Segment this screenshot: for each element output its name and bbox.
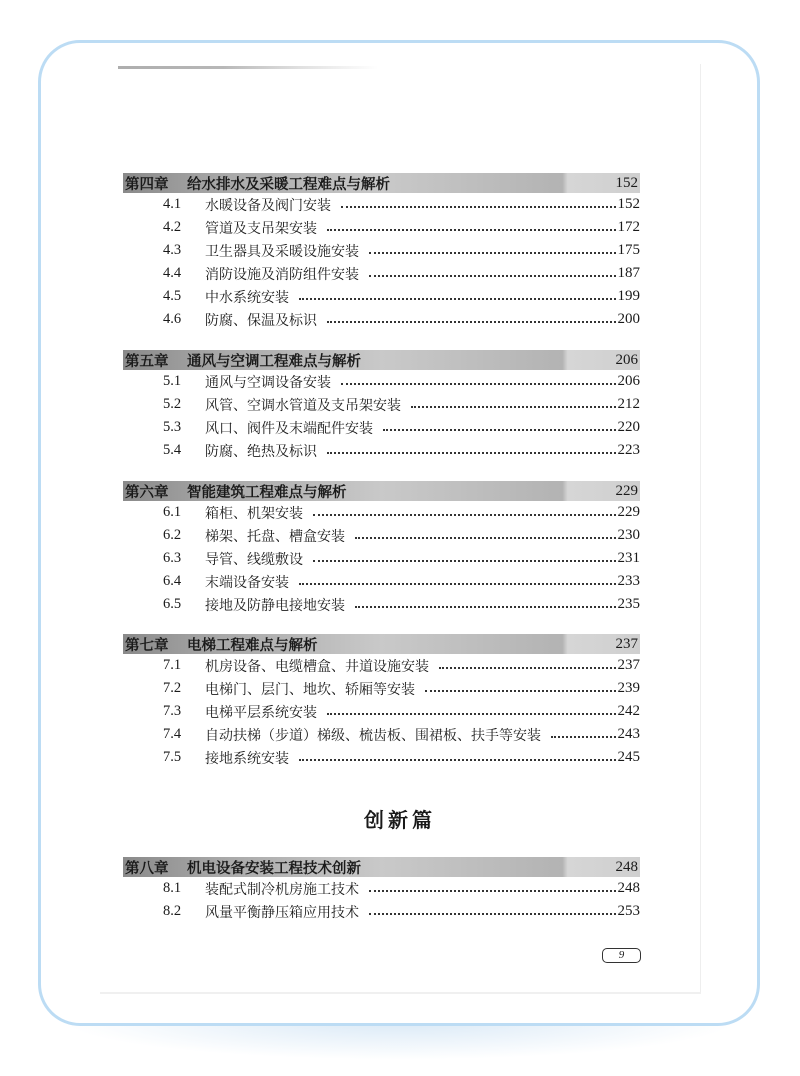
toc-entry[interactable] — [123, 900, 640, 923]
section-number: 7.2 — [163, 680, 182, 696]
section-title: 风管、空调水管道及支吊架安装 — [205, 397, 401, 414]
section-page: 152 — [617, 196, 640, 212]
chapter-section — [123, 350, 640, 462]
dot-leader — [369, 913, 616, 915]
dot-leader — [383, 429, 616, 431]
section-page: 253 — [617, 903, 640, 919]
dot-leader — [551, 736, 616, 738]
section-number: 7.3 — [163, 703, 182, 719]
chapter-number: 第八章 — [125, 860, 169, 877]
section-title: 风量平衡静压箱应用技术 — [205, 904, 359, 921]
chapter-number: 第四章 — [125, 176, 169, 193]
section-title: 风口、阀件及末端配件安装 — [205, 420, 373, 437]
section-page: 206 — [617, 373, 640, 389]
toc-entry[interactable] — [123, 700, 640, 723]
chapter-page: 237 — [615, 635, 638, 652]
chapter-section — [123, 634, 640, 769]
chapter-header[interactable] — [123, 634, 640, 654]
dot-leader — [299, 759, 616, 761]
section-page: 223 — [617, 442, 640, 458]
dot-leader — [327, 452, 616, 454]
section-number: 6.1 — [163, 504, 182, 520]
dot-leader — [369, 252, 616, 254]
section-page: 172 — [617, 219, 640, 235]
section-number: 6.4 — [163, 573, 182, 589]
section-title: 自动扶梯（步道）梯级、梳齿板、围裙板、扶手等安装 — [205, 727, 541, 744]
section-page: 187 — [617, 265, 640, 281]
section-number: 4.5 — [163, 288, 182, 304]
toc-entry[interactable] — [123, 416, 640, 439]
dot-leader — [313, 514, 616, 516]
section-page: 233 — [617, 573, 640, 589]
chapter-page: 152 — [615, 174, 638, 191]
toc-entry[interactable] — [123, 547, 640, 570]
chapter-header[interactable] — [123, 350, 640, 370]
chapter-section — [123, 481, 640, 616]
dot-leader — [341, 383, 616, 385]
section-page: 229 — [617, 504, 640, 520]
dot-leader — [327, 321, 616, 323]
section-number: 6.3 — [163, 550, 182, 566]
section-page: 245 — [617, 749, 640, 765]
section-title: 防腐、绝热及标识 — [205, 443, 317, 460]
section-title: 水暖设备及阀门安装 — [205, 197, 331, 214]
book-page — [100, 64, 701, 994]
section-title: 中水系统安装 — [205, 289, 289, 306]
cropped-previous-line — [118, 66, 378, 69]
section-title: 接地及防静电接地安装 — [205, 597, 345, 614]
toc-entry[interactable] — [123, 239, 640, 262]
section-page: 239 — [617, 680, 640, 696]
dot-leader — [439, 667, 616, 669]
dot-leader — [299, 298, 616, 300]
section-number: 4.4 — [163, 265, 182, 281]
chapter-title: 电梯工程难点与解析 — [187, 637, 318, 654]
section-page: 237 — [617, 657, 640, 673]
dot-leader — [327, 713, 616, 715]
toc-entry[interactable] — [123, 393, 640, 416]
chapter-section — [123, 857, 640, 923]
section-number: 5.1 — [163, 373, 182, 389]
section-title: 防腐、保温及标识 — [205, 312, 317, 329]
section-number: 5.2 — [163, 396, 182, 412]
section-number: 7.1 — [163, 657, 182, 673]
section-number: 4.6 — [163, 311, 182, 327]
section-number: 7.5 — [163, 749, 182, 765]
dot-leader — [313, 560, 616, 562]
section-title: 电梯平层系统安装 — [205, 704, 317, 721]
toc-entry[interactable] — [123, 285, 640, 308]
section-title: 机房设备、电缆槽盒、井道设施安装 — [205, 658, 429, 675]
section-title: 管道及支吊架安装 — [205, 220, 317, 237]
toc-entry[interactable] — [123, 524, 640, 547]
section-number: 6.5 — [163, 596, 182, 612]
dot-leader — [369, 275, 616, 277]
section-number: 4.2 — [163, 219, 182, 235]
section-number: 4.3 — [163, 242, 182, 258]
page-number: 9 — [602, 948, 641, 963]
section-number: 4.1 — [163, 196, 182, 212]
toc-entry[interactable] — [123, 877, 640, 900]
toc-entry[interactable] — [123, 501, 640, 524]
chapter-page: 248 — [615, 858, 638, 875]
section-page: 243 — [617, 726, 640, 742]
toc-entry[interactable] — [123, 439, 640, 462]
section-number: 5.4 — [163, 442, 182, 458]
section-page: 212 — [617, 396, 640, 412]
section-title: 消防设施及消防组件安装 — [205, 266, 359, 283]
section-number: 8.1 — [163, 880, 182, 896]
chapter-title: 机电设备安装工程技术创新 — [187, 860, 361, 877]
toc-entry[interactable] — [123, 308, 640, 331]
toc-entry[interactable] — [123, 746, 640, 769]
chapter-header[interactable] — [123, 857, 640, 877]
chapter-title: 智能建筑工程难点与解析 — [187, 484, 347, 501]
section-page: 200 — [617, 311, 640, 327]
chapter-number: 第六章 — [125, 484, 169, 501]
chapter-header[interactable] — [123, 481, 640, 501]
section-number: 7.4 — [163, 726, 182, 742]
chapter-title: 通风与空调工程难点与解析 — [187, 353, 361, 370]
section-page: 242 — [617, 703, 640, 719]
dot-leader — [355, 537, 616, 539]
section-number: 8.2 — [163, 903, 182, 919]
toc-entry[interactable] — [123, 216, 640, 239]
section-title: 电梯门、层门、地坎、轿厢等安装 — [205, 681, 415, 698]
dot-leader — [425, 690, 616, 692]
dot-leader — [355, 606, 616, 608]
section-number: 6.2 — [163, 527, 182, 543]
section-page: 230 — [617, 527, 640, 543]
dot-leader — [369, 890, 616, 892]
section-title: 通风与空调设备安装 — [205, 374, 331, 391]
section-title: 箱柜、机架安装 — [205, 505, 303, 522]
toc-entry[interactable] — [123, 593, 640, 616]
section-title: 接地系统安装 — [205, 750, 289, 767]
toc-entry[interactable] — [123, 193, 640, 216]
dot-leader — [327, 229, 616, 231]
chapter-page: 206 — [615, 351, 638, 368]
chapter-header[interactable] — [123, 173, 640, 193]
section-title: 卫生器具及采暖设施安装 — [205, 243, 359, 260]
section-number: 5.3 — [163, 419, 182, 435]
dot-leader — [341, 206, 616, 208]
section-title: 梯架、托盘、槽盒安装 — [205, 528, 345, 545]
toc-entry[interactable] — [123, 370, 640, 393]
chapter-number: 第七章 — [125, 637, 169, 654]
section-page: 175 — [617, 242, 640, 258]
dot-leader — [411, 406, 616, 408]
section-page: 248 — [617, 880, 640, 896]
section-page: 231 — [617, 550, 640, 566]
dot-leader — [299, 583, 616, 585]
section-page: 220 — [617, 419, 640, 435]
toc-entry[interactable] — [123, 654, 640, 677]
chapter-title: 给水排水及采暖工程难点与解析 — [187, 176, 390, 193]
part-title: 创新篇 — [364, 808, 436, 832]
toc-entry[interactable] — [123, 570, 640, 593]
section-page: 235 — [617, 596, 640, 612]
section-title: 导管、线缆敷设 — [205, 551, 303, 568]
section-title: 末端设备安装 — [205, 574, 289, 591]
toc-entry[interactable] — [123, 677, 640, 700]
toc-entry[interactable] — [123, 723, 640, 746]
section-page: 199 — [617, 288, 640, 304]
chapter-section — [123, 173, 640, 331]
chapter-number: 第五章 — [125, 353, 169, 370]
section-title: 装配式制冷机房施工技术 — [205, 881, 359, 898]
chapter-page: 229 — [615, 482, 638, 499]
toc-entry[interactable] — [123, 262, 640, 285]
